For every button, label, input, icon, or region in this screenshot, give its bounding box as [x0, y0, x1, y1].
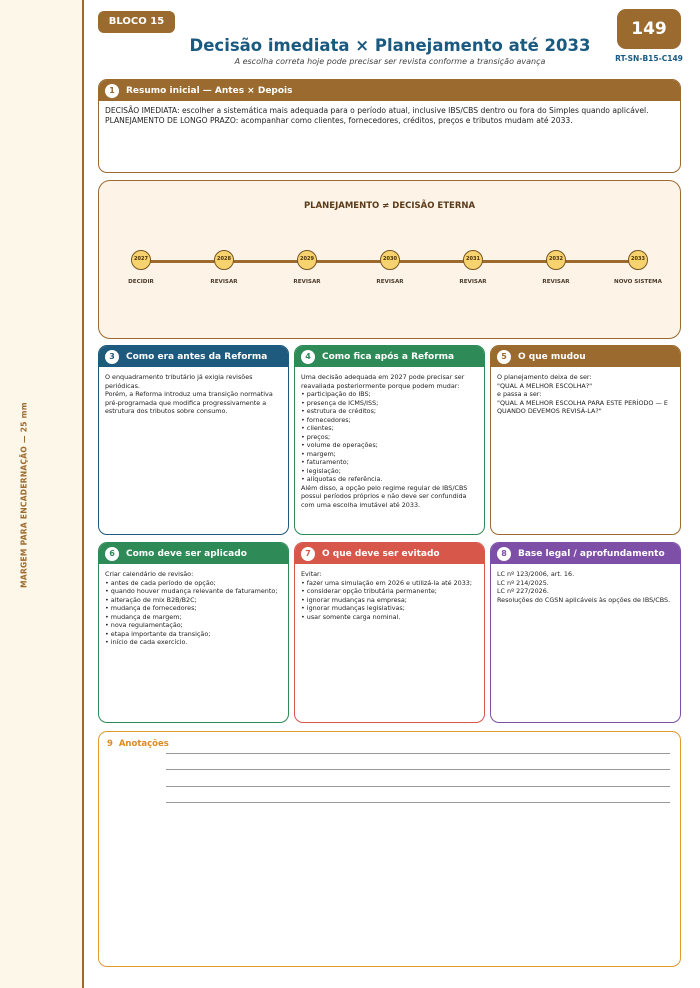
timeline-point [433, 250, 513, 285]
timeline-year-circle: 2029 [297, 250, 317, 270]
legal-basis-card-header [491, 543, 680, 564]
timeline-point [267, 250, 347, 285]
timeline-title: PLANEJAMENTO ≠ DECISÃO ETERNA [303, 201, 476, 211]
what-changed-card-title: O que mudou [518, 351, 586, 362]
how-to-apply-card-header [99, 543, 288, 564]
summary-card [98, 79, 681, 173]
timeline-year-circle: 2033 [628, 250, 648, 270]
before-reform-card-title: Como era antes da Reforma [126, 351, 268, 362]
what-changed-card-header [491, 346, 680, 367]
timeline-label: REVISAR [210, 279, 238, 285]
after-reform-card-title: Como fica após a Reforma [322, 351, 455, 362]
page-title: Decisão imediata × Planejamento até 2033 [189, 36, 591, 55]
before-reform-card-header [99, 346, 288, 367]
how-to-apply-card-title: Como deve ser aplicado [126, 548, 247, 559]
section-number-badge: 4 [301, 350, 315, 364]
notes-area[interactable] [98, 731, 681, 967]
what-changed-card-body: O planejamento deixa de ser: "QUAL A MELHOR ESCOLHA?" e passa a ser: "QUAL A MELHOR ESCOLHA PARA ESTE PERÍODO — E QUANDO DEVEMOS REVISÁ-LA?" [497, 373, 668, 415]
timeline-point [101, 250, 181, 285]
before-reform-card-body: O enquadramento tributário já exigia revisões periódicas. Porém, a Reforma introduz uma transição normativa pré-programada que modifica progressivamente a estrutura dos tributos sobre consumo. [105, 373, 273, 415]
timeline-panel [98, 180, 681, 339]
timeline-year-circle: 2031 [463, 250, 483, 270]
timeline-label: REVISAR [542, 279, 570, 285]
section-number-badge: 8 [497, 547, 511, 561]
notes-line [166, 753, 670, 754]
after-reform-card-body: Uma decisão adequada em 2027 pode precisar ser reavaliada posteriormente porque podem mudar: • participação do IBS; • presença de ICMS/ISS; • estrutura de créditos; • fornecedores; • clientes; • preços; • volume de operações; • margem; • faturamento; • legislação; • alíquotas de referência. Além disso, a opção pelo regime regular de IBS/CBS possui períodos próprios e não deve ser confundida com uma escolha imutável até 2033. [301, 373, 468, 509]
timeline-point [598, 250, 678, 285]
notes-number: 9 [107, 739, 113, 749]
before-reform-card [98, 345, 289, 535]
notes-line [166, 802, 670, 803]
timeline-point [516, 250, 596, 285]
block-label: BLOCO 15 [98, 11, 175, 33]
after-reform-card-header [295, 346, 484, 367]
timeline-year-circle: 2032 [546, 250, 566, 270]
section-number-badge: 7 [301, 547, 315, 561]
how-to-apply-card-body: Criar calendário de revisão: • antes de cada período de opção; • quando houver mudança relevante de faturamento; • alteração de mix B2B/B2C; • mudança de fornecedores; • mudança de margem; • nova regulamentação; • etapa importante da transição; • início de cada exercício. [105, 570, 278, 646]
timeline-point [350, 250, 430, 285]
what-to-avoid-card-title: O que deve ser evitado [322, 548, 440, 559]
after-reform-card [294, 345, 485, 535]
summary-card-header [99, 80, 680, 101]
notes-title [107, 739, 169, 749]
summary-card-title: Resumo inicial — Antes × Depois [126, 85, 293, 96]
section-number-badge: 1 [105, 84, 119, 98]
what-to-avoid-card [294, 542, 485, 723]
section-number-badge: 6 [105, 547, 119, 561]
section-number-badge: 5 [497, 350, 511, 364]
legal-basis-card-title: Base legal / aprofundamento [518, 548, 665, 559]
notes-line [166, 786, 670, 787]
what-to-avoid-card-header [295, 543, 484, 564]
binding-margin-note: MARGEM PARA ENCADERNAÇÃO — 25 mm [19, 402, 29, 588]
timeline-label: REVISAR [459, 279, 487, 285]
page-subtitle: A escolha correta hoje pode precisar ser revista conforme a transição avança [234, 57, 546, 66]
legal-basis-card-body: LC nº 123/2006, art. 16. LC nº 214/2025. LC nº 227/2026. Resoluções do CGSN aplicáveis às opções de IBS/CBS. [497, 570, 671, 604]
what-to-avoid-card-body: Evitar: • fazer uma simulação em 2026 e utilizá-la até 2033; • considerar opção tributária permanente; • ignorar mudanças na empresa; • ignorar mudanças legislativas; • usar somente carga nominal. [301, 570, 473, 621]
legal-basis-card [490, 542, 681, 723]
timeline-point [184, 250, 264, 285]
timeline-year-circle: 2027 [131, 250, 151, 270]
summary-card-body: DECISÃO IMEDIATA: escolher a sistemática mais adequada para o período atual, inclusive IBS/CBS dentro ou fora do Simples quando aplicável. PLANEJAMENTO DE LONGO PRAZO: acompanhar como clientes, fornecedores, créditos, preços e tributos mudam até 2033. [105, 106, 649, 125]
notes-line [166, 769, 670, 770]
timeline-label: NOVO SISTEMA [614, 279, 662, 285]
timeline-label: REVISAR [376, 279, 404, 285]
timeline-year-circle: 2030 [380, 250, 400, 270]
section-number-badge: 3 [105, 350, 119, 364]
timeline-label: REVISAR [293, 279, 321, 285]
notes-label: Anotações [118, 739, 169, 749]
page-number: 149 [617, 9, 681, 49]
binding-margin [0, 0, 84, 988]
timeline-year-circle: 2028 [214, 250, 234, 270]
what-changed-card [490, 345, 681, 535]
how-to-apply-card [98, 542, 289, 723]
reference-code: RT-SN-B15-C149 [615, 54, 683, 63]
timeline-label: DECIDIR [128, 279, 154, 285]
